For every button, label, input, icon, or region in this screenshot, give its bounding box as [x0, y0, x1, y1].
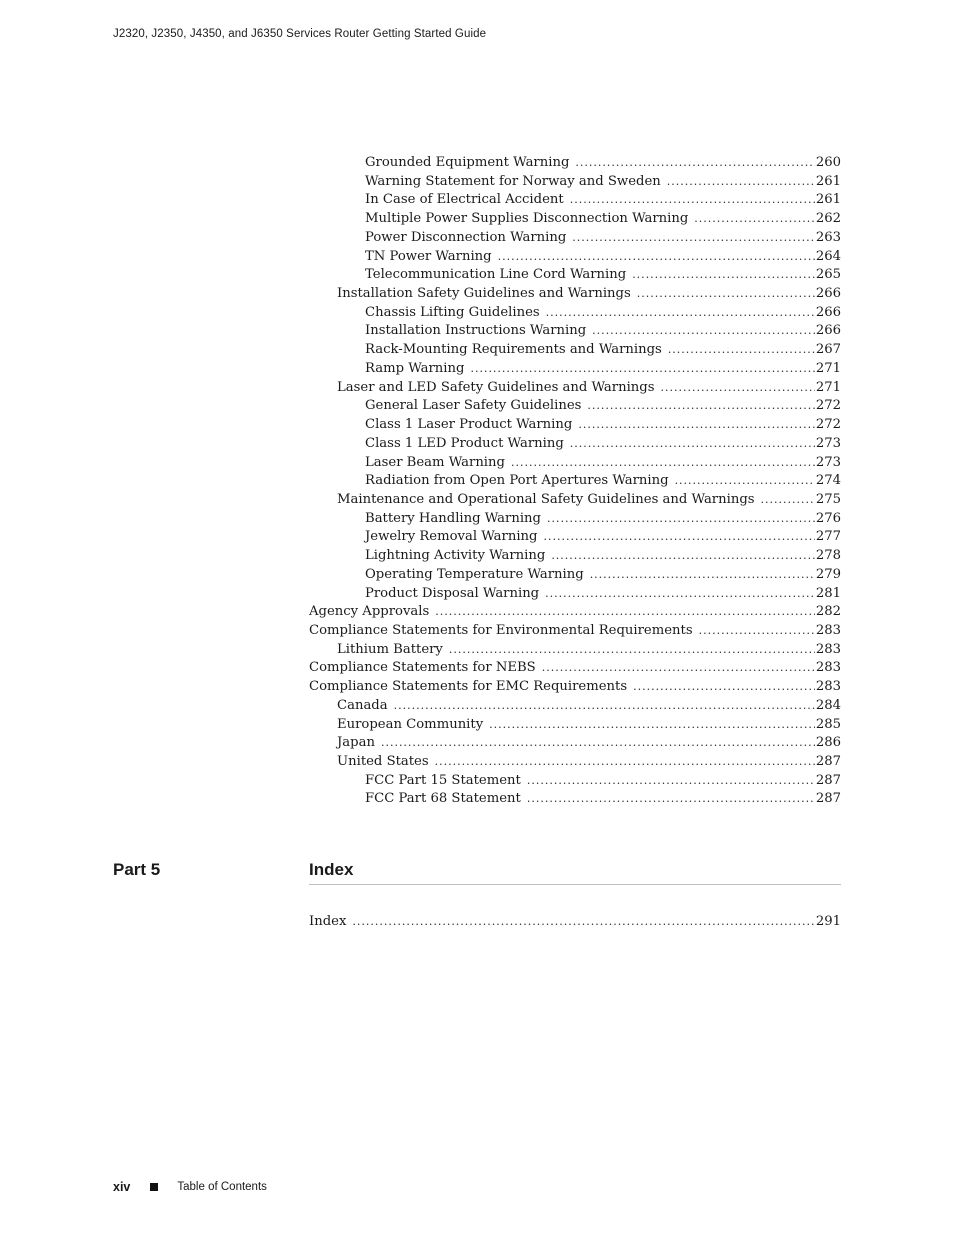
toc-entry-title: European Community	[337, 716, 484, 732]
toc-entry[interactable]	[309, 734, 841, 753]
toc-leader-dots	[667, 173, 815, 192]
toc-entry-title: Installation Safety Guidelines and Warnings	[337, 286, 631, 302]
toc-entry-page: 260	[815, 155, 841, 170]
toc-entry-title: FCC Part 68 Statement	[365, 791, 521, 807]
toc-leader-dots	[570, 435, 815, 454]
toc-entry[interactable]	[309, 790, 841, 809]
toc-entry-title: Product Disposal Warning	[365, 585, 540, 601]
toc-leader-dots	[575, 154, 814, 173]
toc-entry-page: 286	[815, 735, 841, 751]
toc-leader-dots	[761, 491, 815, 510]
toc-entry-page: 274	[815, 473, 841, 489]
running-header: J2320, J2350, J4350, and J6350 Services Router Getting Started Guide	[113, 28, 487, 40]
toc-entry-title: Laser and LED Safety Guidelines and Warnings	[337, 379, 655, 395]
toc-entry-page: 287	[815, 791, 841, 807]
toc-leader-dots	[694, 210, 815, 229]
toc-entry-page: 283	[815, 622, 841, 638]
toc-leader-dots	[578, 416, 815, 435]
toc-entry[interactable]	[309, 435, 841, 454]
toc-entry[interactable]	[309, 210, 841, 229]
toc-entry[interactable]	[309, 678, 841, 697]
toc-entry[interactable]	[309, 322, 841, 341]
toc-entry-page: 287	[815, 772, 841, 788]
footer-page-number: xiv	[113, 1180, 131, 1194]
toc-entry-page: 266	[815, 286, 841, 302]
toc-entry-page: 291	[815, 914, 841, 929]
toc-leader-dots	[352, 913, 814, 932]
toc-leader-dots	[592, 322, 815, 341]
toc-leader-dots	[435, 753, 815, 772]
toc-entry-title: Rack-Mounting Requirements and Warnings	[365, 342, 662, 358]
toc-entry-title: TN Power Warning	[365, 248, 492, 264]
toc-entry[interactable]	[309, 191, 841, 210]
toc-entry-page: 283	[815, 679, 841, 695]
toc-entry-title: Grounded Equipment Warning	[365, 155, 570, 170]
toc-entry-title: Class 1 Laser Product Warning	[365, 417, 573, 433]
toc-entry-title: Lightning Activity Warning	[365, 548, 546, 564]
toc-entry[interactable]	[309, 547, 841, 566]
page-footer	[113, 1180, 267, 1194]
toc-entry-title: Power Disconnection Warning	[365, 229, 567, 245]
toc-leader-dots	[489, 716, 815, 735]
toc-entry-title: Multiple Power Supplies Disconnection Warning	[365, 211, 689, 227]
toc-leader-dots	[633, 678, 815, 697]
toc-leader-dots	[394, 697, 815, 716]
toc-entry[interactable]	[309, 454, 841, 473]
toc-entry-title: Ramp Warning	[365, 360, 465, 376]
toc-leader-dots	[542, 659, 815, 678]
toc-entry-page: 276	[815, 510, 841, 526]
toc-leader-dots	[551, 547, 815, 566]
toc-entry-page: 287	[815, 754, 841, 769]
toc-entry[interactable]	[309, 603, 841, 622]
toc-entry[interactable]	[309, 622, 841, 641]
toc-entry-title: Installation Instructions Warning	[365, 323, 587, 339]
toc-entry-title: Compliance Statements for Environmental Requirements	[309, 622, 693, 638]
toc-entry[interactable]	[309, 716, 841, 735]
toc-entry-title: In Case of Electrical Accident	[365, 192, 564, 208]
toc-leader-dots	[527, 790, 815, 809]
toc-entry[interactable]	[309, 229, 841, 248]
toc-entry-title: Class 1 LED Product Warning	[365, 435, 564, 451]
toc-leader-dots	[699, 622, 815, 641]
toc-entry-page: 278	[815, 548, 841, 564]
toc-leader-dots	[668, 341, 815, 360]
toc-entry-page: 266	[815, 323, 841, 339]
toc-leader-dots	[661, 379, 815, 398]
toc-entry-page: 277	[815, 529, 841, 545]
toc-entry-page: 272	[815, 398, 841, 414]
toc-entry[interactable]	[309, 566, 841, 585]
toc-leader-dots	[435, 603, 815, 622]
toc-entry-page: 282	[815, 604, 841, 620]
toc-entry-page: 275	[815, 491, 841, 507]
toc-entry-title: Operating Temperature Warning	[365, 566, 584, 582]
toc-leader-dots	[545, 585, 815, 604]
toc-entry-page: 263	[815, 229, 841, 245]
toc-entry-page: 261	[815, 192, 841, 208]
toc-leader-dots	[511, 454, 815, 473]
part-title: Index	[309, 860, 354, 879]
toc-entry-page: 271	[815, 379, 841, 395]
toc-leader-dots	[543, 528, 814, 547]
toc-entry-title: Compliance Statements for EMC Requirements	[309, 679, 628, 695]
toc-leader-dots	[498, 248, 815, 267]
toc-leader-dots	[590, 566, 815, 585]
toc-entry[interactable]	[309, 491, 841, 510]
toc-entry[interactable]	[309, 659, 841, 678]
toc-entry[interactable]	[309, 248, 841, 267]
toc-entry-title: Compliance Statements for NEBS	[309, 660, 536, 676]
toc-leader-dots	[675, 472, 815, 491]
toc-entry-title: Maintenance and Operational Safety Guidelines and Warnings	[337, 491, 755, 507]
toc-leader-dots	[587, 397, 814, 416]
toc-entry-page: 265	[815, 267, 841, 283]
table-of-contents	[309, 154, 841, 809]
toc-entry-page: 271	[815, 360, 841, 376]
toc-entry-page: 283	[815, 660, 841, 676]
toc-entry[interactable]	[309, 285, 841, 304]
toc-entry[interactable]	[309, 697, 841, 716]
toc-entry-title: Chassis Lifting Guidelines	[365, 304, 540, 320]
toc-leader-dots	[527, 772, 815, 791]
toc-entry[interactable]	[309, 397, 841, 416]
toc-entry-page: 272	[815, 417, 841, 433]
toc-entry[interactable]	[309, 379, 841, 398]
toc-entry[interactable]	[309, 641, 841, 660]
toc-entry[interactable]	[309, 360, 841, 379]
toc-entry-title: Japan	[337, 735, 375, 751]
toc-entry-title: General Laser Safety Guidelines	[365, 398, 582, 414]
index-entries	[309, 913, 841, 932]
toc-entry-page: 283	[815, 641, 841, 657]
toc-entry[interactable]	[309, 154, 841, 173]
footer-section-title: Table of Contents	[177, 1181, 267, 1193]
toc-entry[interactable]	[309, 753, 841, 772]
toc-entry[interactable]	[309, 772, 841, 791]
toc-leader-dots	[632, 266, 815, 285]
toc-entry-title: Battery Handling Warning	[365, 510, 541, 526]
toc-entry-title: Jewelry Removal Warning	[365, 529, 538, 545]
toc-leader-dots	[637, 285, 815, 304]
toc-entry[interactable]	[309, 416, 841, 435]
toc-entry[interactable]	[309, 173, 841, 192]
toc-entry-title: Telecommunication Line Cord Warning	[365, 267, 627, 283]
part-divider	[309, 884, 841, 885]
toc-entry-title: Lithium Battery	[337, 641, 443, 657]
toc-entry[interactable]	[309, 510, 841, 529]
toc-entry-page: 261	[815, 173, 841, 189]
toc-entry-page: 273	[815, 435, 841, 451]
toc-leader-dots	[570, 191, 815, 210]
toc-entry[interactable]	[309, 341, 841, 360]
toc-leader-dots	[381, 734, 815, 753]
toc-entry-page: 267	[815, 342, 841, 358]
toc-entry[interactable]	[309, 913, 841, 932]
toc-entry[interactable]	[309, 304, 841, 323]
toc-leader-dots	[470, 360, 814, 379]
toc-entry-page: 284	[815, 697, 841, 713]
toc-entry-title: Laser Beam Warning	[365, 454, 505, 470]
toc-entry[interactable]	[309, 266, 841, 285]
toc-entry-title: FCC Part 15 Statement	[365, 772, 521, 788]
toc-entry-page: 285	[815, 716, 841, 732]
toc-entry[interactable]	[309, 472, 841, 491]
toc-entry-page: 262	[815, 211, 841, 227]
toc-entry-page: 273	[815, 454, 841, 470]
toc-entry-page: 266	[815, 304, 841, 320]
toc-leader-dots	[546, 304, 815, 323]
toc-entry-title: Index	[309, 914, 347, 929]
toc-entry-title: Radiation from Open Port Apertures Warning	[365, 473, 669, 489]
toc-entry[interactable]	[309, 585, 841, 604]
toc-entry[interactable]	[309, 528, 841, 547]
square-bullet-icon	[150, 1183, 158, 1191]
toc-entry-title: Warning Statement for Norway and Sweden	[365, 173, 661, 189]
toc-entry-title: Canada	[337, 697, 388, 713]
toc-entry-title: Agency Approvals	[309, 604, 430, 620]
toc-entry-page: 264	[815, 248, 841, 264]
toc-entry-title: United States	[337, 754, 429, 769]
toc-entry-page: 281	[815, 585, 841, 601]
toc-leader-dots	[572, 229, 815, 248]
toc-leader-dots	[547, 510, 815, 529]
part-label: Part 5	[113, 860, 161, 879]
toc-leader-dots	[449, 641, 815, 660]
toc-entry-page: 279	[815, 566, 841, 582]
